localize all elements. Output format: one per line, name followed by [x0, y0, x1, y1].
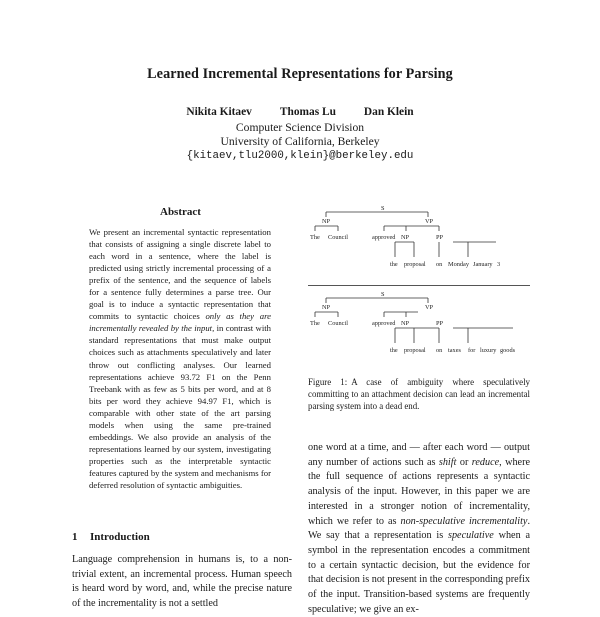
body-text: when a symbol in the representation encodes a commitment to a certain syntactic decision, but the evidence for that decision is not present in the corresponding prefix of the input. Transition-based systems are frequently speculative; we give an ex- [308, 530, 530, 615]
section-number: 1 [72, 531, 78, 543]
tree-word: for [468, 347, 476, 354]
body-text: or [456, 456, 472, 468]
author-email: {kitaev,tlu2000,klein}@berkeley.edu [186, 150, 414, 162]
abstract-body [89, 226, 271, 491]
affiliation-line: Computer Science Division [235, 121, 365, 134]
paper-title: Learned Incremental Representations for Parsing [147, 66, 453, 82]
body-emphasis: reduce [471, 456, 500, 468]
tree-word: January [473, 261, 493, 268]
affiliation-line: University of California, Berkeley [220, 135, 380, 148]
abstract-emphasis: only as they are incrementally revealed by the input [89, 311, 271, 334]
author-list [0, 106, 600, 118]
tree-word: proposal [404, 261, 426, 268]
tree-word: on [436, 347, 443, 354]
figure-caption-text: A case of ambiguity where speculatively committing to an attachment decision can lead an incremental parsing system into a dead end. [308, 377, 530, 411]
body-text: . We say that a representation is [308, 515, 530, 542]
figure-divider [308, 285, 530, 286]
tree-word: taxes [448, 347, 461, 354]
abstract-text: , in contrast with standard representations that must make output choices such as attachments speculatively and later throw out conflicting analyses. Our learned representations achieve 93.72 F1 on the Penn Treebank with as few as 5 bits per word, and at 8 bits per word they achieve 94.97 F1, which is comparable with other state of the art parsing models when using the same pre-trained embeddings. We also provide an analysis of the representations learned by our system, investigating properties such as the interpretable syntactic features captured by the system and mechanisms for deferred resolution of syntactic ambiguities. [89, 323, 272, 490]
tree-node-label: NP [322, 218, 331, 225]
intro-paragraph: Language comprehension in humans is, to a non-trivial extent, an incremental process. Human speech is heard word by word, and, while the precise nature of the incrementality is not a settled [72, 554, 292, 610]
body-emphasis: shift [438, 456, 457, 468]
tree-node-label: PP [436, 234, 444, 241]
section-heading [72, 531, 150, 543]
parse-tree-2 [308, 289, 530, 359]
tree-word: 3 [497, 261, 501, 268]
tree-word: goods [500, 347, 516, 354]
tree-word: The [310, 234, 320, 241]
tree-node-label: S [381, 291, 385, 298]
tree-node-label: NP [401, 320, 410, 327]
author-name: Dan Klein [363, 106, 414, 118]
tree-node-label: S [381, 205, 385, 212]
tree-node-label: NP [401, 234, 410, 241]
tree-word: the [390, 347, 398, 354]
abstract-text: We present an incremental syntactic representation that consists of assigning a single discrete label to each word in a sentence, where the label is predicted using strictly incremental processing of a prefix of the sentence, and the sequence of labels for a sentence fully determines a parse tree. Our goal is to induce a syntactic representation that commits to syntactic choices [89, 227, 271, 322]
author-name: Nikita Kitaev [186, 106, 252, 118]
tree-word: luxury [480, 347, 497, 354]
tree-node-label: VP [425, 304, 434, 311]
tree-node-label: PP [436, 320, 444, 327]
tree-word: the [390, 261, 398, 268]
author-name: Thomas Lu [279, 106, 336, 118]
tree-word: approved [372, 320, 396, 327]
body-emphasis: speculative [447, 530, 494, 542]
abstract-heading: Abstract [160, 206, 201, 218]
parse-tree-1 [308, 203, 530, 273]
tree-word: Monday [448, 261, 469, 268]
tree-word: The [310, 320, 320, 327]
figure-caption [308, 376, 530, 412]
tree-word: approved [372, 234, 396, 241]
tree-node-label: VP [425, 218, 434, 225]
tree-word: Council [328, 234, 348, 241]
tree-word: proposal [404, 347, 426, 354]
body-text: , where the full sequence of actions represents a syntactic analysis of the input. However, in this paper we are interested in a stronger notion of incrementality, which we refer to as [308, 456, 530, 527]
right-column-paragraph [308, 441, 530, 617]
body-text: one word at a time, and — after each word — output any number of actions such as [308, 442, 530, 468]
tree-node-label: NP [322, 304, 331, 311]
figure-label: Figure 1: [308, 377, 348, 387]
tree-word: on [436, 261, 443, 268]
tree-word: Council [328, 320, 348, 327]
section-title: Introduction [90, 531, 150, 543]
body-emphasis: non-speculative incrementality [400, 515, 528, 527]
